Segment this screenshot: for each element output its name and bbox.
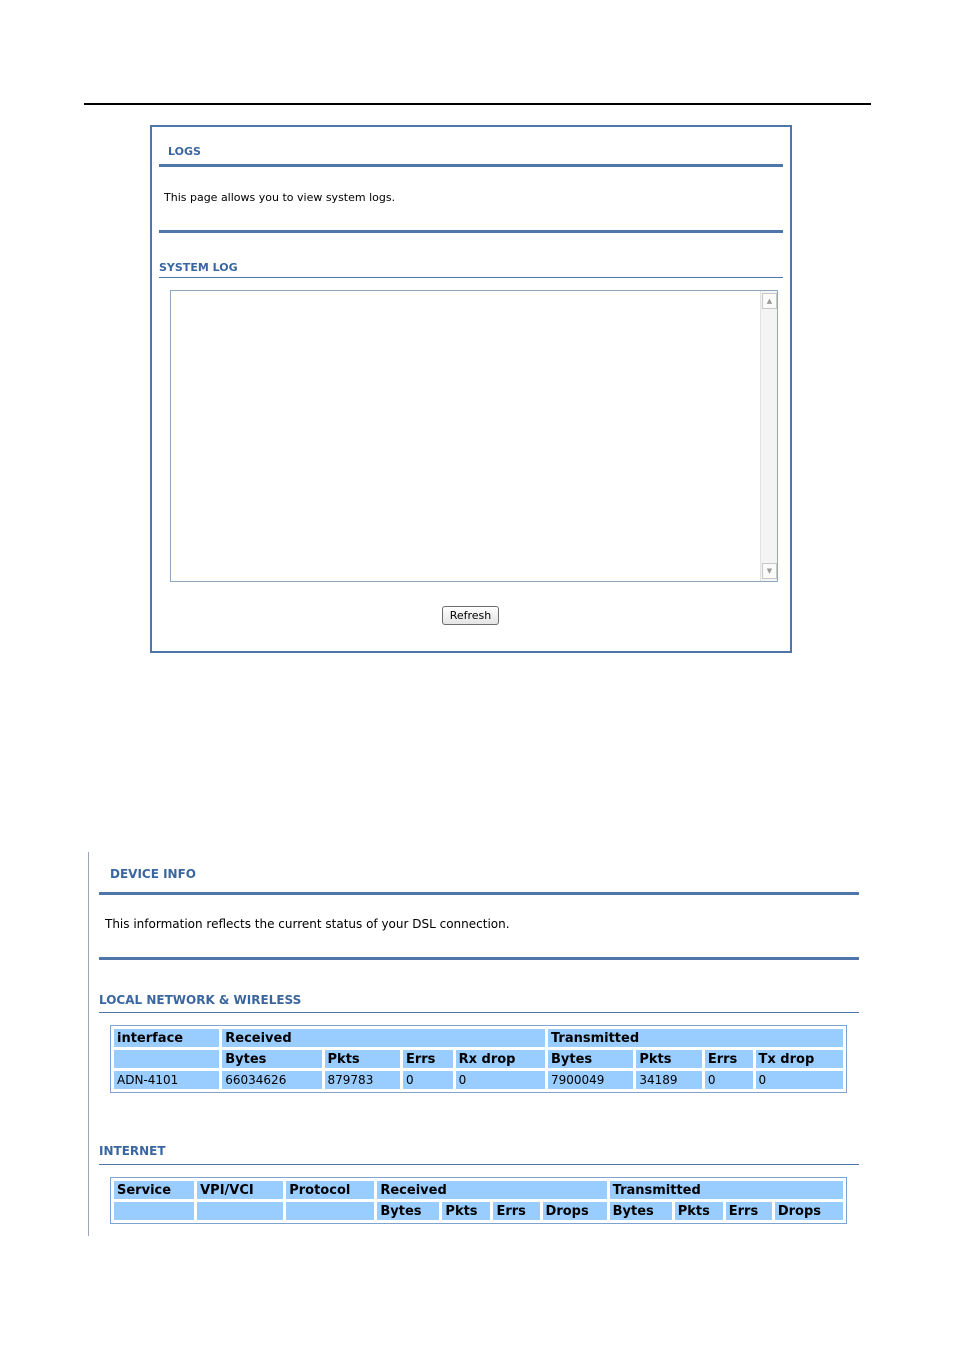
table-header-cell: Errs: [493, 1202, 539, 1220]
table-header-cell: Transmitted: [610, 1181, 843, 1199]
table-header-cell: Bytes: [377, 1202, 439, 1220]
table-header-cell: VPI/VCI: [197, 1181, 283, 1199]
logs-title: LOGS: [168, 145, 201, 158]
table-cell: 66034626: [222, 1071, 321, 1089]
internet-title: INTERNET: [99, 1144, 166, 1158]
table-header-cell: [114, 1202, 194, 1220]
device-info-title: DEVICE INFO: [110, 867, 196, 881]
logs-panel: [150, 125, 792, 653]
table-cell: 0: [756, 1071, 843, 1089]
table-header-cell: Received: [377, 1181, 606, 1199]
scroll-down-icon[interactable]: ▼: [762, 563, 777, 579]
table-cell: 0: [705, 1071, 753, 1089]
table-cell: 0: [403, 1071, 453, 1089]
logs-title-rule: [159, 164, 783, 167]
table-header-cell: [114, 1050, 219, 1068]
table-header-cell: Pkts: [636, 1050, 701, 1068]
table-header-cell: Drops: [775, 1202, 843, 1220]
table-header-row: [114, 1181, 843, 1199]
table-header-cell: Received: [222, 1029, 545, 1047]
device-info-panel: [88, 852, 863, 1236]
local-network-rule: [99, 1012, 859, 1013]
system-log-rule: [159, 277, 783, 278]
device-info-title-rule: [99, 892, 859, 895]
logs-desc-rule: [159, 230, 783, 233]
local-network-title: LOCAL NETWORK & WIRELESS: [99, 993, 302, 1007]
page-top-rule: [84, 103, 871, 105]
table-header-cell: Rx drop: [456, 1050, 545, 1068]
table-header-cell: Service: [114, 1181, 194, 1199]
device-info-desc-rule: [99, 957, 859, 960]
table-header-row: [114, 1050, 843, 1068]
table-cell: 34189: [636, 1071, 701, 1089]
log-scrollbar[interactable]: [760, 291, 777, 581]
table-header-cell: Bytes: [222, 1050, 321, 1068]
table-header-cell: [197, 1202, 283, 1220]
table-cell: 0: [456, 1071, 545, 1089]
table-header-cell: Drops: [543, 1202, 607, 1220]
refresh-button[interactable]: Refresh: [442, 606, 499, 625]
system-log-title: SYSTEM LOG: [159, 261, 238, 274]
internet-rule: [99, 1164, 859, 1165]
device-info-description: This information reflects the current status of your DSL connection.: [105, 917, 510, 931]
local-network-table: [110, 1025, 847, 1093]
system-log-textarea[interactable]: [170, 290, 778, 582]
table-header-row: [114, 1029, 843, 1047]
table-header-cell: [286, 1202, 374, 1220]
table-row: [114, 1071, 843, 1089]
table-header-cell: Pkts: [675, 1202, 723, 1220]
table-cell: ADN-4101: [114, 1071, 219, 1089]
table-header-cell: interface: [114, 1029, 219, 1047]
table-header-cell: Errs: [726, 1202, 772, 1220]
table-header-cell: Pkts: [325, 1050, 400, 1068]
table-header-cell: Transmitted: [548, 1029, 843, 1047]
table-cell: 879783: [325, 1071, 400, 1089]
table-header-cell: Bytes: [548, 1050, 633, 1068]
table-header-cell: Protocol: [286, 1181, 374, 1199]
scroll-up-icon[interactable]: ▲: [762, 293, 777, 309]
table-header-cell: Bytes: [610, 1202, 672, 1220]
table-header-cell: Tx drop: [756, 1050, 843, 1068]
table-header-row: [114, 1202, 843, 1220]
logs-description: This page allows you to view system logs.: [164, 191, 396, 204]
table-cell: 7900049: [548, 1071, 633, 1089]
table-header-cell: Errs: [403, 1050, 453, 1068]
table-header-cell: Errs: [705, 1050, 753, 1068]
table-header-cell: Pkts: [442, 1202, 490, 1220]
internet-table: [110, 1177, 847, 1224]
